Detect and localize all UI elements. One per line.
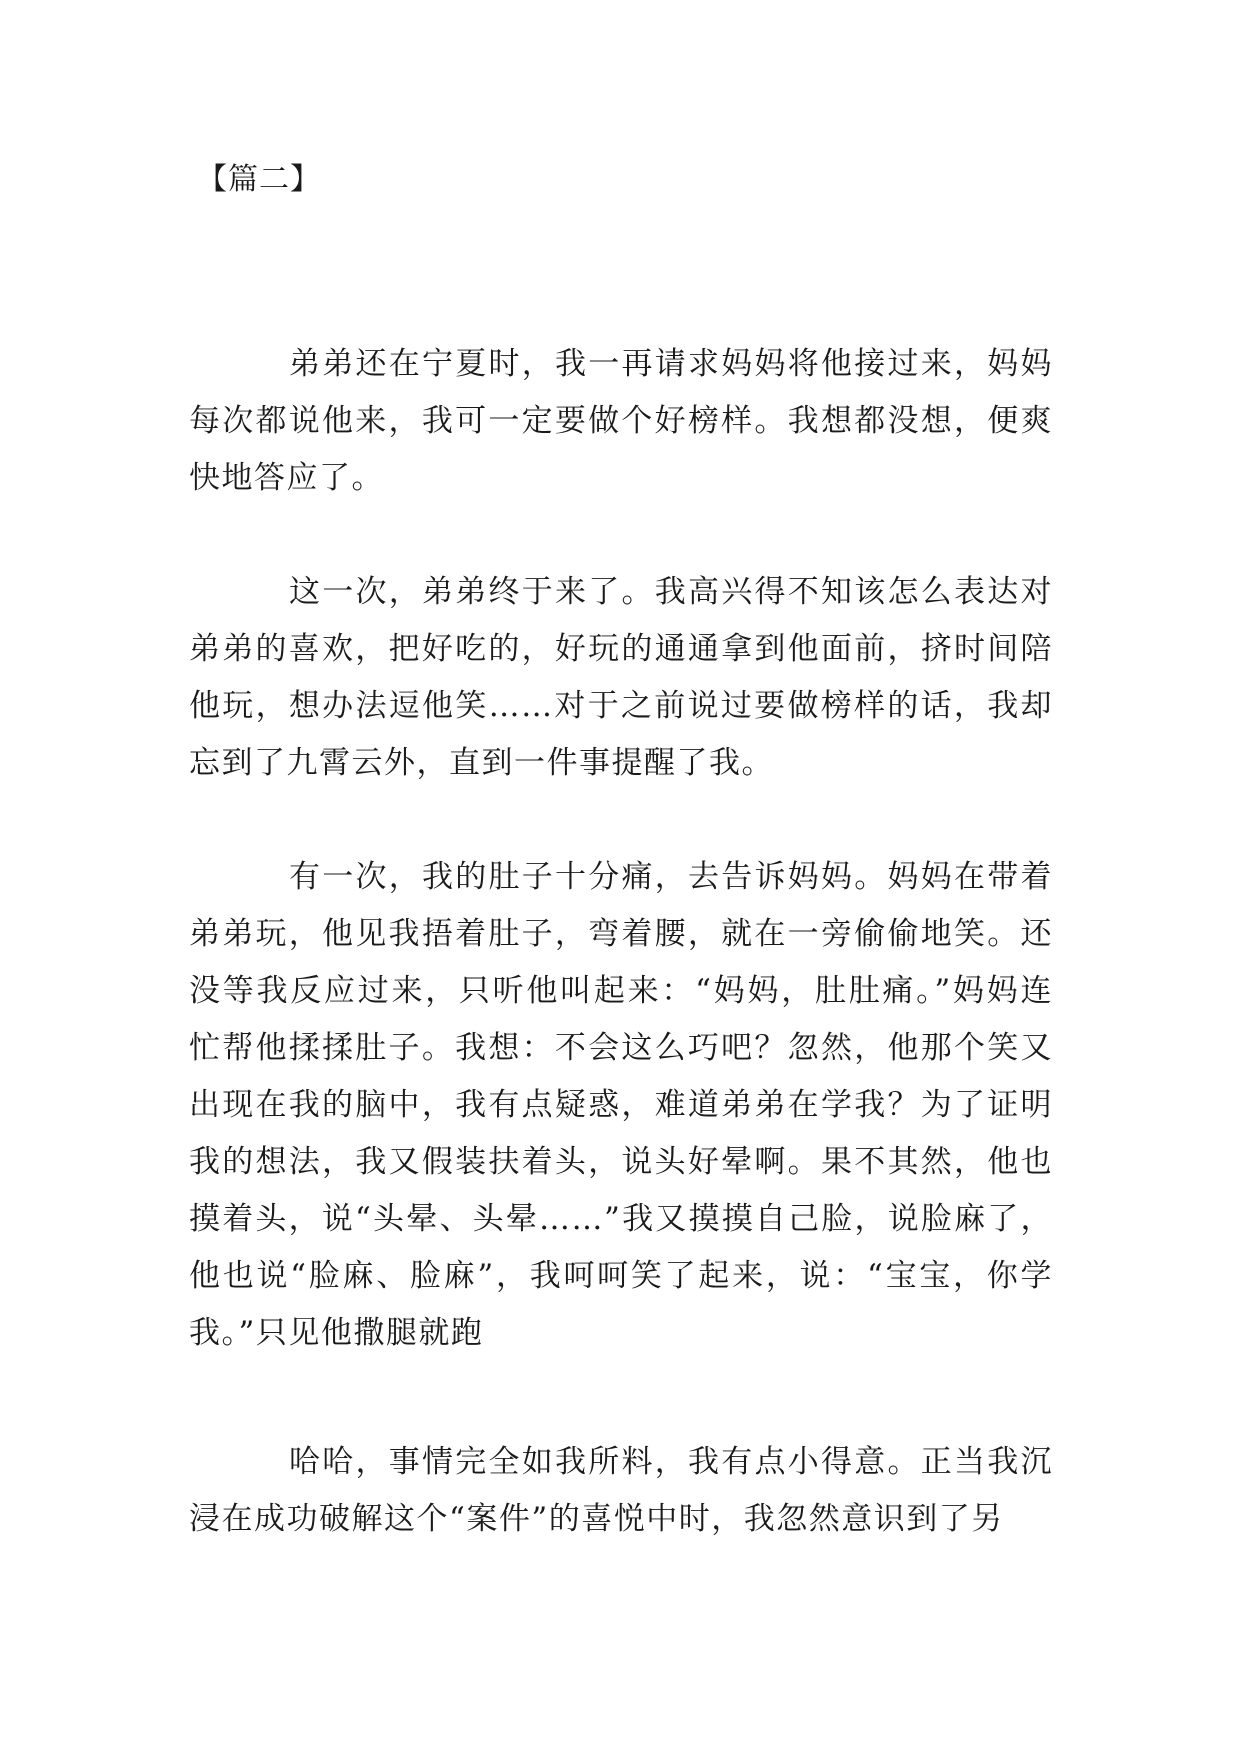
paragraph-2: 这一次，弟弟终于来了。我高兴得不知该怎么表达对弟弟的喜欢，把好吃的，好玩的通通拿到他面前，挤时间陪他玩，想办法逗他笑……对于之前说过要做榜样的话，我却忘到了九霄云外，直到一件事提醒了我。 [189,574,1053,781]
paragraph-4: 哈哈，事情完全如我所料，我有点小得意。正当我沉浸在成功破解这个“案件”的喜悦中时，我忽然意识到了另 [189,1444,1053,1537]
paragraph-1: 弟弟还在宁夏时，我一再请求妈妈将他接过来，妈妈每次都说他来，我可一定要做个好榜样。我想都没想，便爽快地答应了。 [189,346,1053,496]
paragraph-3: 有一次，我的肚子十分痛，去告诉妈妈。妈妈在带着弟弟玩，他见我捂着肚子，弯着腰，就在一旁偷偷地笑。还没等我反应过来，只听他叫起来：“妈妈，肚肚痛。”妈妈连忙帮他揉揉肚子。我想：不会这么巧吧？忽然，他那个笑又出现在我的脑中，我有点疑惑，难道弟弟在学我？为了证明我的想法，我又假装扶着头，说头好晕啊。果不其然，他也摸着头，说“头晕、头晕……”我又摸摸自己脸，说脸麻了，他也说“脸麻、脸麻”，我呵呵笑了起来，说：“宝宝，你学我。”只见他撒腿就跑 [189,859,1053,1351]
section-heading: 【篇二】 [197,162,321,197]
